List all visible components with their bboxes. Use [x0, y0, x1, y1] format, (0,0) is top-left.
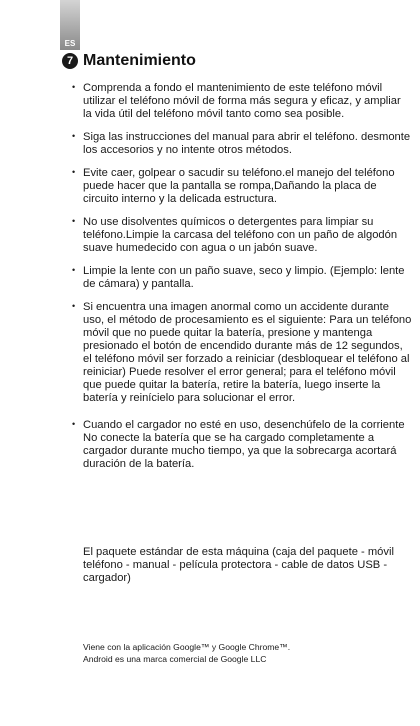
section-heading	[62, 52, 196, 70]
list-item: • Comprenda a fondo el mantenimiento de este teléfono móvil utilizar el teléfono móvil de forma más segura y eficaz, y ampliar la vida útil del teléfono móvil tanto como sea posible.	[72, 82, 412, 121]
list-item: • Evite caer, golpear o sacudir su teléfono.el manejo del teléfono puede hacer que la pantalla se rompa,Dañando la placa de circuito interno y la delicada estructura.	[72, 167, 412, 206]
list-item: • Si encuentra una imagen anormal como un accidente durante uso, el método de procesamiento es el siguiente: Para un teléfono móvil que no puede quitar la batería, presione y mantenga presionado el botón de encendido durante más de 12 segundos, el teléfono móvil ser forzado a reiniciar (desbloquear el teléfono al reiniciar) Puede resolver el error general; para el teléfono móvil que puede quitar la batería, retire la batería, luego inserte la batería y reinícielo para solucionar el error.	[72, 301, 412, 405]
trademark-line-android: Android es una marca comercial de Google LLC	[83, 654, 267, 664]
language-code: ES	[64, 39, 76, 48]
section-number-badge: 7	[62, 53, 78, 69]
language-tab	[60, 0, 80, 50]
list-item: • Limpie la lente con un paño suave, seco y limpio. (Ejemplo: lente de cámara) y pantalla.	[72, 265, 412, 291]
maintenance-list	[72, 82, 412, 481]
trademark-line-google: Viene con la aplicación Google™ y Google Chrome™.	[83, 642, 291, 652]
trademark-note	[83, 641, 413, 665]
list-item: • Cuando el cargador no esté en uso, desenchúfelo de la corriente No conecte la batería que se ha cargado completamente a cargador durante mucho tiempo, ya que la sobrecarga acortará duración de la batería.	[72, 419, 412, 471]
section-title: Mantenimiento	[83, 52, 196, 69]
list-item: • No use disolventes químicos o detergentes para limpiar su teléfono.Limpie la carcasa del teléfono con un paño de algodón suave humedecido con agua o un jabón suave.	[72, 216, 412, 255]
list-item: • Siga las instrucciones del manual para abrir el teléfono. desmonte los accesorios y no intente otros métodos.	[72, 131, 412, 157]
package-contents: El paquete estándar de esta máquina (caja del paquete - móvil teléfono - manual - película protectora - cable de datos USB - cargador)	[83, 546, 394, 584]
